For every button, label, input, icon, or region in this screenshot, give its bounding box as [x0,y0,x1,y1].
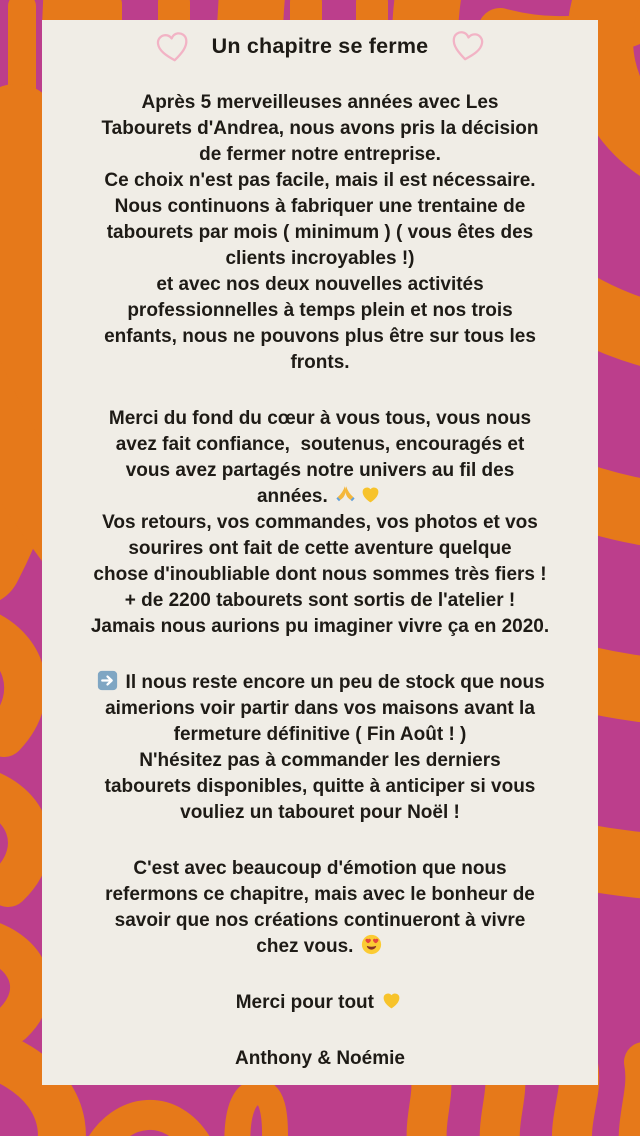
right-arrow-icon [97,670,118,691]
text-line: Jamais nous aurions pu imaginer vivre ça en 2020. [90,616,550,637]
text-line: Merci du fond du cœur à vous tous, vous nous [108,408,532,429]
text-line: Vos retours, vos commandes, vos photos et vos [102,512,538,533]
text-line: Merci pour tout [42,990,598,1016]
yellow-heart-icon [381,990,402,1011]
text-line: sourires ont fait de cette aventure quelque [128,538,512,559]
text-line: années. [42,484,598,510]
text-line: Il nous reste encore un peu de stock que nous [42,670,598,696]
paragraph [42,670,598,826]
text-line: vous avez partagés notre univers au fil des [125,460,515,481]
text-line: aimerions voir partir dans vos maisons avant la [105,698,535,719]
text-line: tabourets disponibles, quitte à anticiper si vous [104,776,536,797]
text-line: refermons ce chapitre, mais avec le bonheur de [105,884,535,905]
text-line: clients incroyables !) [225,248,415,269]
text-line: de fermer notre entreprise. [199,144,441,165]
title-row [42,26,598,66]
folded-hands-icon [335,484,356,505]
paragraph [42,406,598,640]
text-line: fermeture définitive ( Fin Août ! ) [173,724,467,745]
text-line: Nous continuons à fabriquer une trentaine de [114,196,526,217]
text-line: professionnelles à temps plein et nos trois [127,300,513,321]
text-line: fronts. [290,352,350,373]
story-card [42,20,598,1085]
pink-heart-icon [446,25,489,68]
paragraph [42,1046,598,1072]
text-line: chose d'inoubliable dont nous sommes très fiers ! [93,564,547,585]
pink-heart-icon [151,27,194,70]
text-line: Après 5 merveilleuses années avec Les [141,92,499,113]
text-line: N'hésitez pas à commander les derniers [139,750,501,771]
yellow-heart-icon [360,484,381,505]
heart-eyes-icon [361,934,382,955]
paragraph [42,90,598,376]
text-line: C'est avec beaucoup d'émotion que nous [133,858,507,879]
text-line: Tabourets d'Andrea, nous avons pris la décision [101,118,539,139]
paragraph [42,856,598,960]
paragraph [42,990,598,1016]
text-line: Anthony & Noémie [235,1048,405,1069]
text-line: vouliez un tabouret pour Noël ! [180,802,460,823]
text-line: tabourets par mois ( minimum ) ( vous êtes des [106,222,534,243]
page-title: Un chapitre se ferme [211,33,429,58]
text-line: + de 2200 tabourets sont sortis de l'atelier ! [124,590,516,611]
text-line: Ce choix n'est pas facile, mais il est nécessaire. [104,170,536,191]
text-line: chez vous. [42,934,598,960]
text-line: savoir que nos créations continueront à vivre [114,910,526,931]
text-line: avez fait confiance, soutenus, encouragés et [115,434,525,455]
text-line: et avec nos deux nouvelles activités [156,274,484,295]
text-line: enfants, nous ne pouvons plus être sur tous les [104,326,536,347]
announcement-text [42,90,598,1072]
